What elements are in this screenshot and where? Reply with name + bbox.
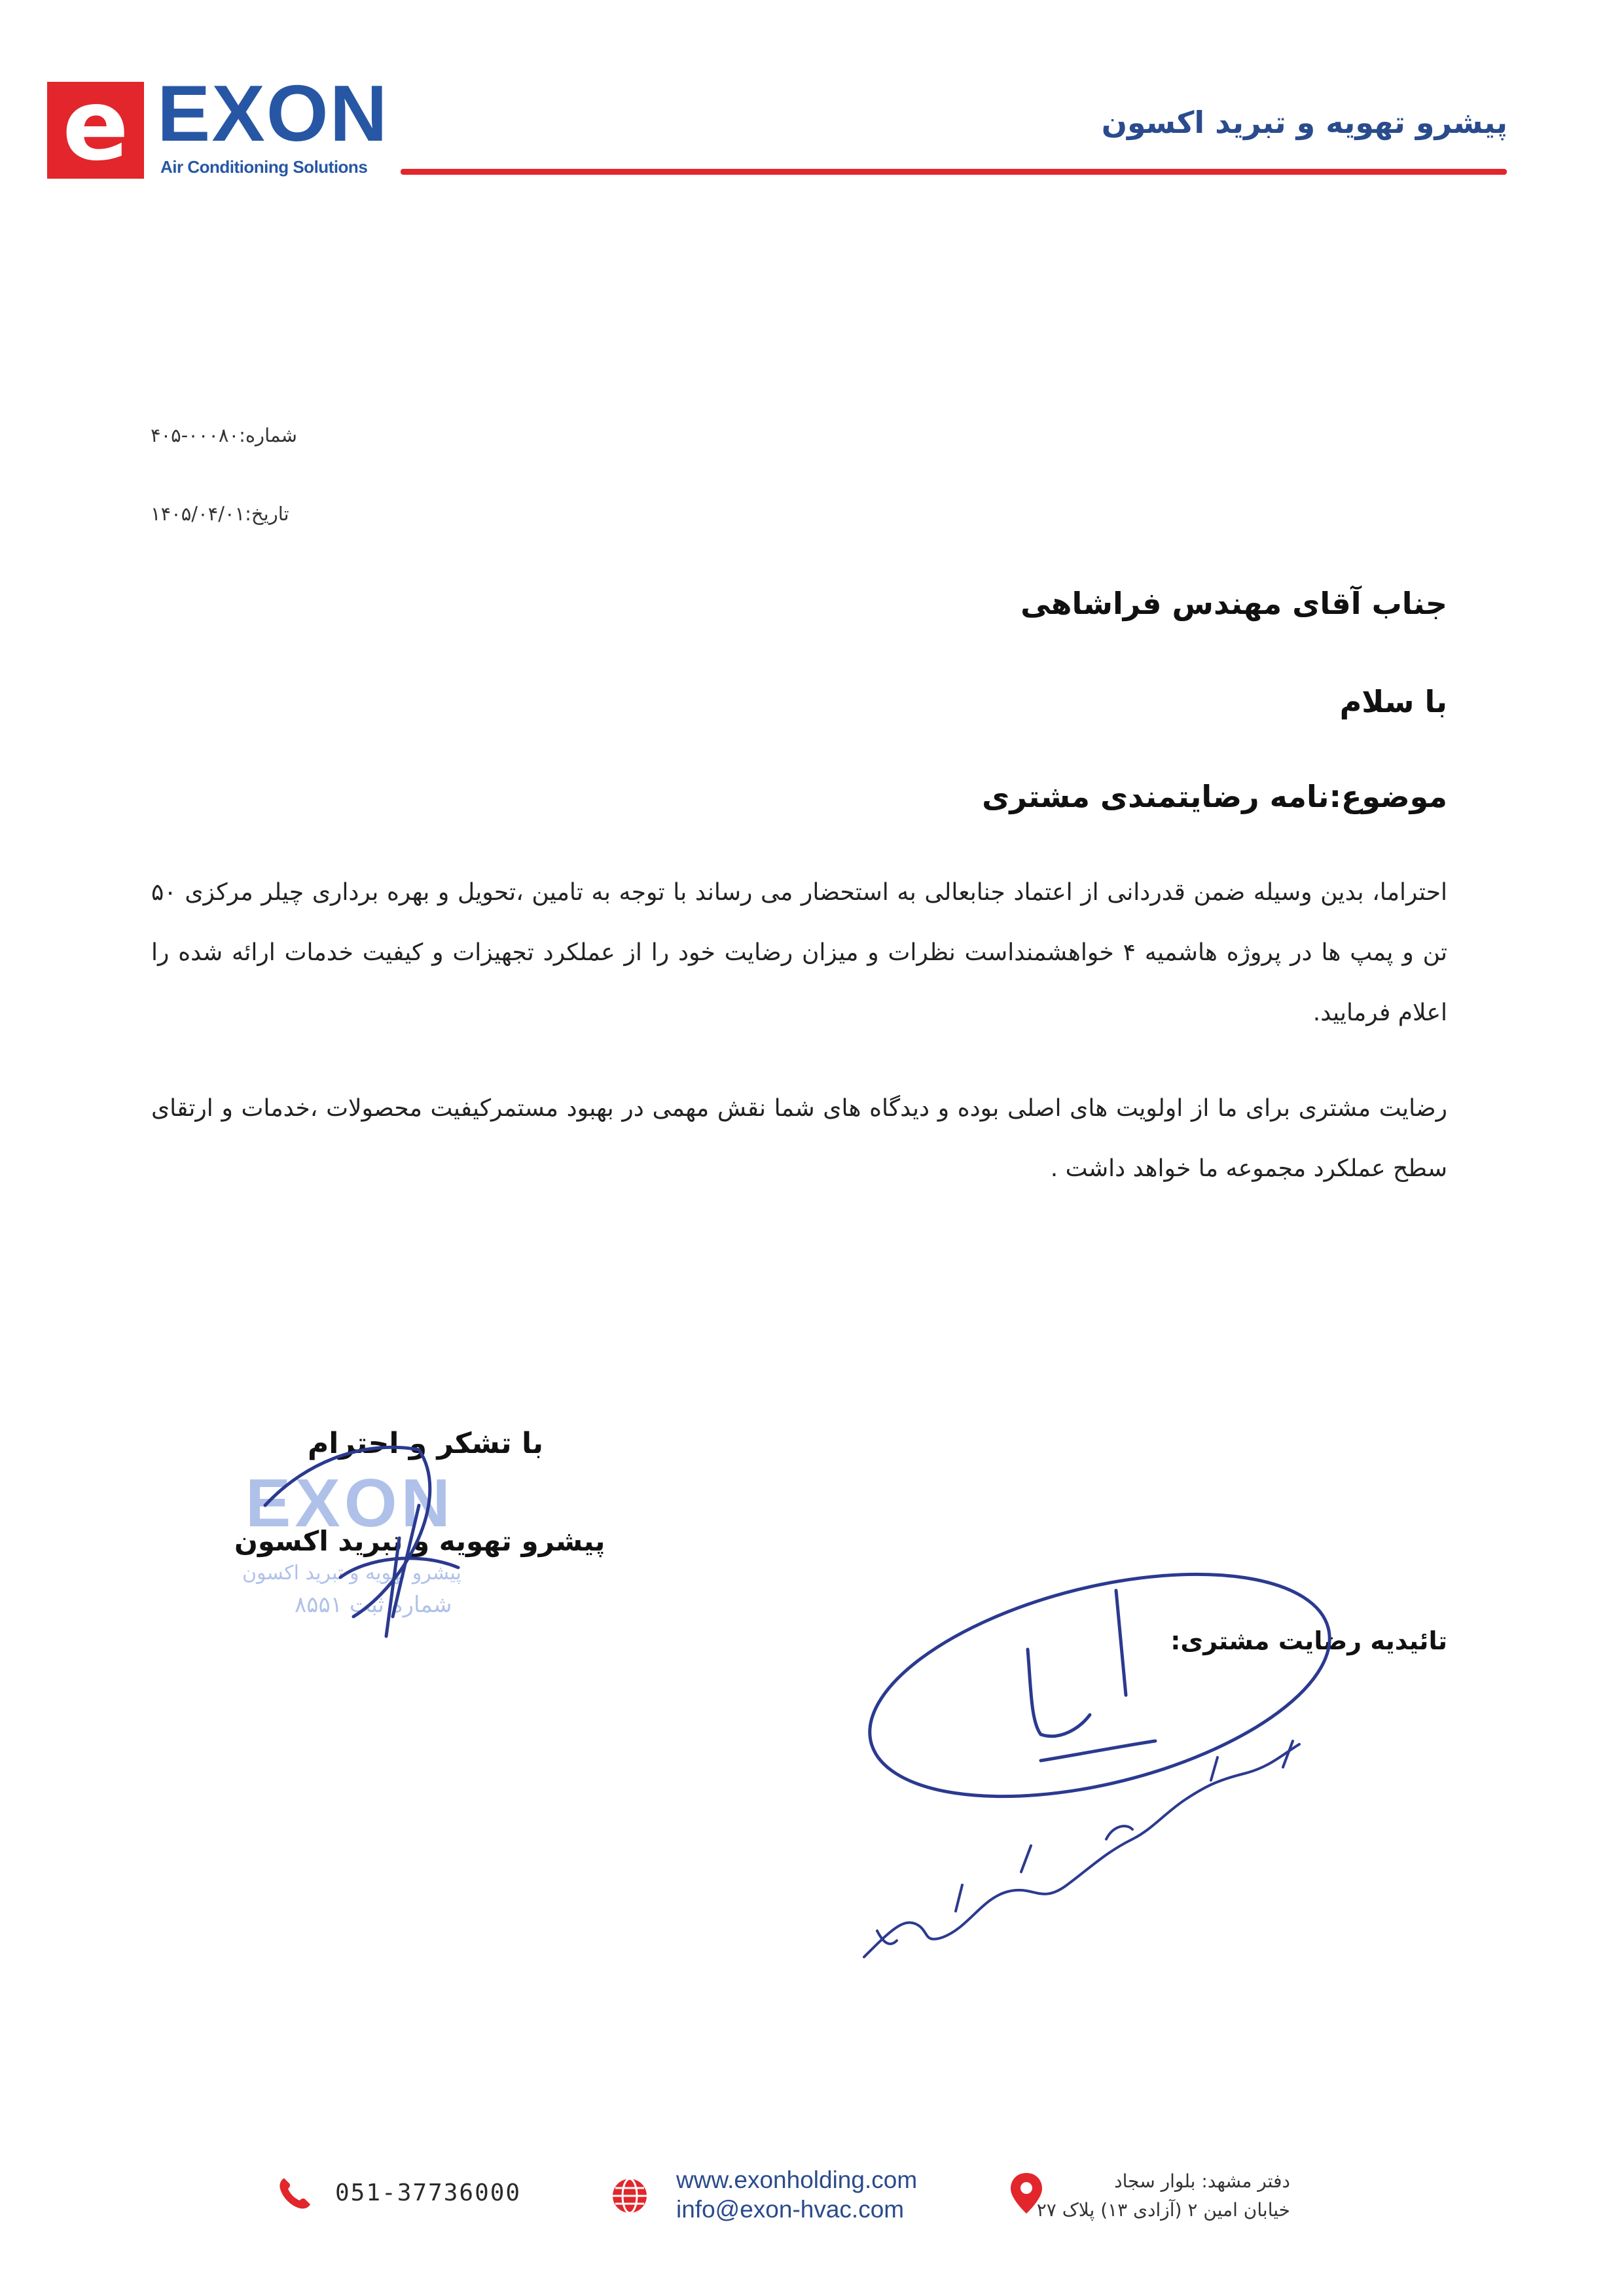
globe-icon	[610, 2176, 649, 2215]
stamp-company-text: پیشرو تهویه و تبرید اکسون	[242, 1562, 461, 1585]
footer-website[interactable]: www.exonholding.com	[676, 2166, 918, 2193]
footer-email[interactable]: info@exon-hvac.com	[676, 2196, 905, 2223]
body-paragraph-2: رضایت مشتری برای ما از اولویت های اصلی بوده و دیدگاه های شما نقش مهمی در بهبود مستمرکیفیت محصولات ،خدمات و ارتقای سطح عملکرد مجموعه ما خواهد داشت .	[151, 1095, 1447, 1182]
body-paragraph-1: احتراما، بدین وسیله ضمن قدردانی از اعتماد جنابعالی به استحضار می رساند با توجه به تامین ،تحویل و بهره برداری چیلر مرکزی ۵۰ تن و پمپ ها در پروژه هاشمیه ۴ خواهشمنداست نظرات و میزان رضایت خود را از عملکرد تجهیزات و کیفیت خدمات ارائه شده را اعلام فرمایید.	[151, 879, 1447, 1026]
stamp-logo: EXON	[245, 1465, 454, 1541]
footer-address-line2: خیابان امین ۲ (آزادی ۱۳) پلاک ۲۷	[1036, 2199, 1290, 2221]
letter-date: تاریخ:۱۴۰۵/۰۴/۰۱	[151, 503, 289, 525]
footer-address-line1: دفتر مشهد: بلوار سجاد	[1114, 2170, 1290, 2192]
logo-letter: e	[62, 69, 129, 183]
logo-wordmark: EXON	[157, 69, 389, 158]
logo-tagline: Air Conditioning Solutions	[160, 157, 368, 177]
greeting-line: با سلام	[1339, 684, 1447, 719]
closing-line: با تشکر و احترام	[308, 1427, 544, 1460]
recipient-line: جناب آقای مهندس فراشاهی	[1020, 586, 1447, 621]
company-title: پیشرو تهویه و تبرید اکسون	[1101, 105, 1507, 140]
signatory-company: پیشرو تهویه و تبرید اکسون	[234, 1525, 605, 1557]
header-divider	[401, 169, 1507, 175]
subject-line: موضوع:نامه رضایتمندی مشتری	[982, 779, 1447, 814]
customer-signature	[847, 1533, 1352, 1837]
phone-icon	[275, 2174, 314, 2214]
customer-approval-label: تائیدیه رضایت مشتری:	[1170, 1626, 1447, 1655]
customer-handwritten-note	[864, 1741, 1299, 1957]
reference-number: شماره:۰۰۰۸۰-۴۰۵	[151, 424, 297, 446]
stamp-registration-text: شماره ثبت ۸۵۵۱	[295, 1592, 452, 1618]
footer-phone[interactable]: 051-37736000	[335, 2179, 522, 2206]
